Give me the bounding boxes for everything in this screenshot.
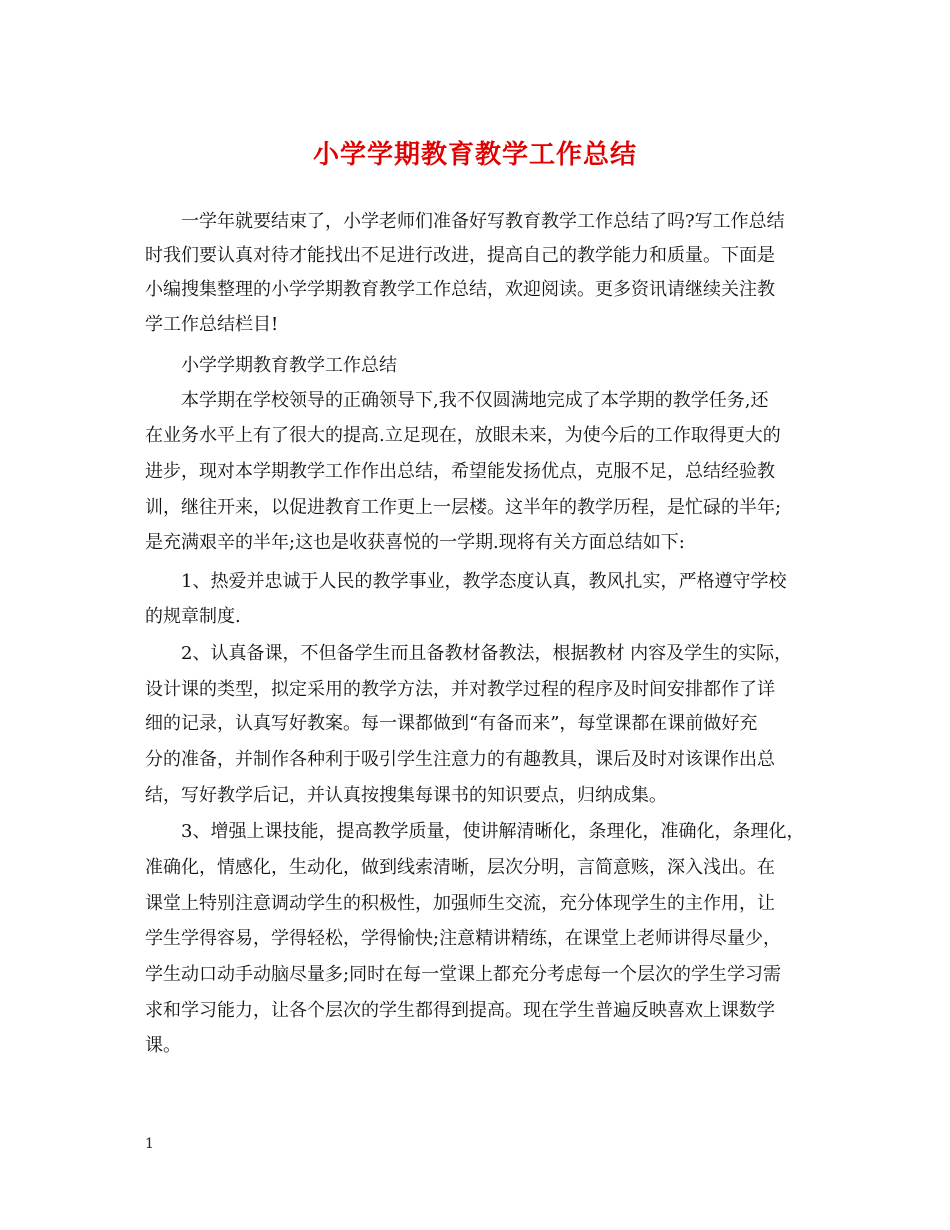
list-item-3-line: 3、增强上课技能，提高教学质量，使讲解清晰化，条理化，准确化，条理化， xyxy=(181,821,805,842)
paragraph-line: 本学期在学校领导的正确领导下,我不仅圆满地完成了本学期的教学任务,还 xyxy=(181,390,769,411)
paragraph-line: 学工作总结栏目! xyxy=(145,314,279,335)
list-item-2-line: 细的记录，认真写好教案。每一课都做到“有备而来”，每堂课都在课前做好充 xyxy=(145,713,758,734)
paragraph-line: 是充满艰辛的半年;这也是收获喜悦的一学期.现将有关方面总结如下: xyxy=(145,532,685,553)
list-item-3-line: 课堂上特别注意调动学生的积极性，加强师生交流，充分体现学生的主作用，让 xyxy=(145,893,775,914)
paragraph-line: 小编搜集整理的小学学期教育教学工作总结，欢迎阅读。更多资讯请继续关注教 xyxy=(145,279,775,300)
list-item-3-line: 学生学得容易，学得轻松，学得愉快;注意精讲精练，在课堂上老师讲得尽量少， xyxy=(145,928,782,949)
paragraph-line: 进步，现对本学期教学工作作出总结，希望能发扬优点，克服不足，总结经验教 xyxy=(145,461,775,482)
list-item-2-line: 设计课的类型，拟定采用的教学方法，并对教学过程的程序及时间安排都作了详 xyxy=(145,679,775,700)
paragraph-line: 训，继往开来，以促进教育工作更上一层楼。这半年的教学历程，是忙碌的半年; xyxy=(145,497,782,518)
list-item-3-line: 准确化，情感化，生动化，做到线索清晰，层次分明，言简意赅，深入浅出。在 xyxy=(145,857,775,878)
list-item-2-line: 分的准备，并制作各种利于吸引学生注意力的有趣教具，课后及时对该课作出总 xyxy=(145,749,775,770)
list-item-1-line: 1、热爱并忠诚于人民的教学事业，教学态度认真，教风扎实，严格遵守学校 xyxy=(181,571,787,592)
list-item-2-line: 2、认真备课，不但备学生而且备教材备教法，根据教材 内容及学生的实际， xyxy=(181,643,793,664)
paragraph-line: 在业务水平上有了很大的提高.立足现在，放眼未来，为使今后的工作取得更大的 xyxy=(145,425,781,446)
paragraph-line: 一学年就要结束了，小学老师们准备好写教育教学工作总结了吗?写工作总结 xyxy=(181,211,785,232)
list-item-3-line: 求和学习能力，让各个层次的学生都得到提高。现在学生普遍反映喜欢上课数学 xyxy=(145,1000,775,1021)
list-item-1-line: 的规章制度. xyxy=(145,606,241,627)
section-subtitle: 小学学期教育教学工作总结 xyxy=(181,355,397,376)
list-item-2-line: 结，写好教学后记，并认真按搜集每课书的知识要点，归纳成集。 xyxy=(145,785,667,806)
page-number: 1 xyxy=(145,1136,154,1152)
document-title: 小学学期教育教学工作总结 xyxy=(312,140,637,170)
list-item-3-line: 课。 xyxy=(145,1035,181,1056)
paragraph-line: 时我们要认真对待才能找出不足进行改进，提高自己的教学能力和质量。下面是 xyxy=(145,245,775,266)
list-item-3-line: 学生动口动手动脑尽量多;同时在每一堂课上都充分考虑每一个层次的学生学习需 xyxy=(145,964,782,985)
